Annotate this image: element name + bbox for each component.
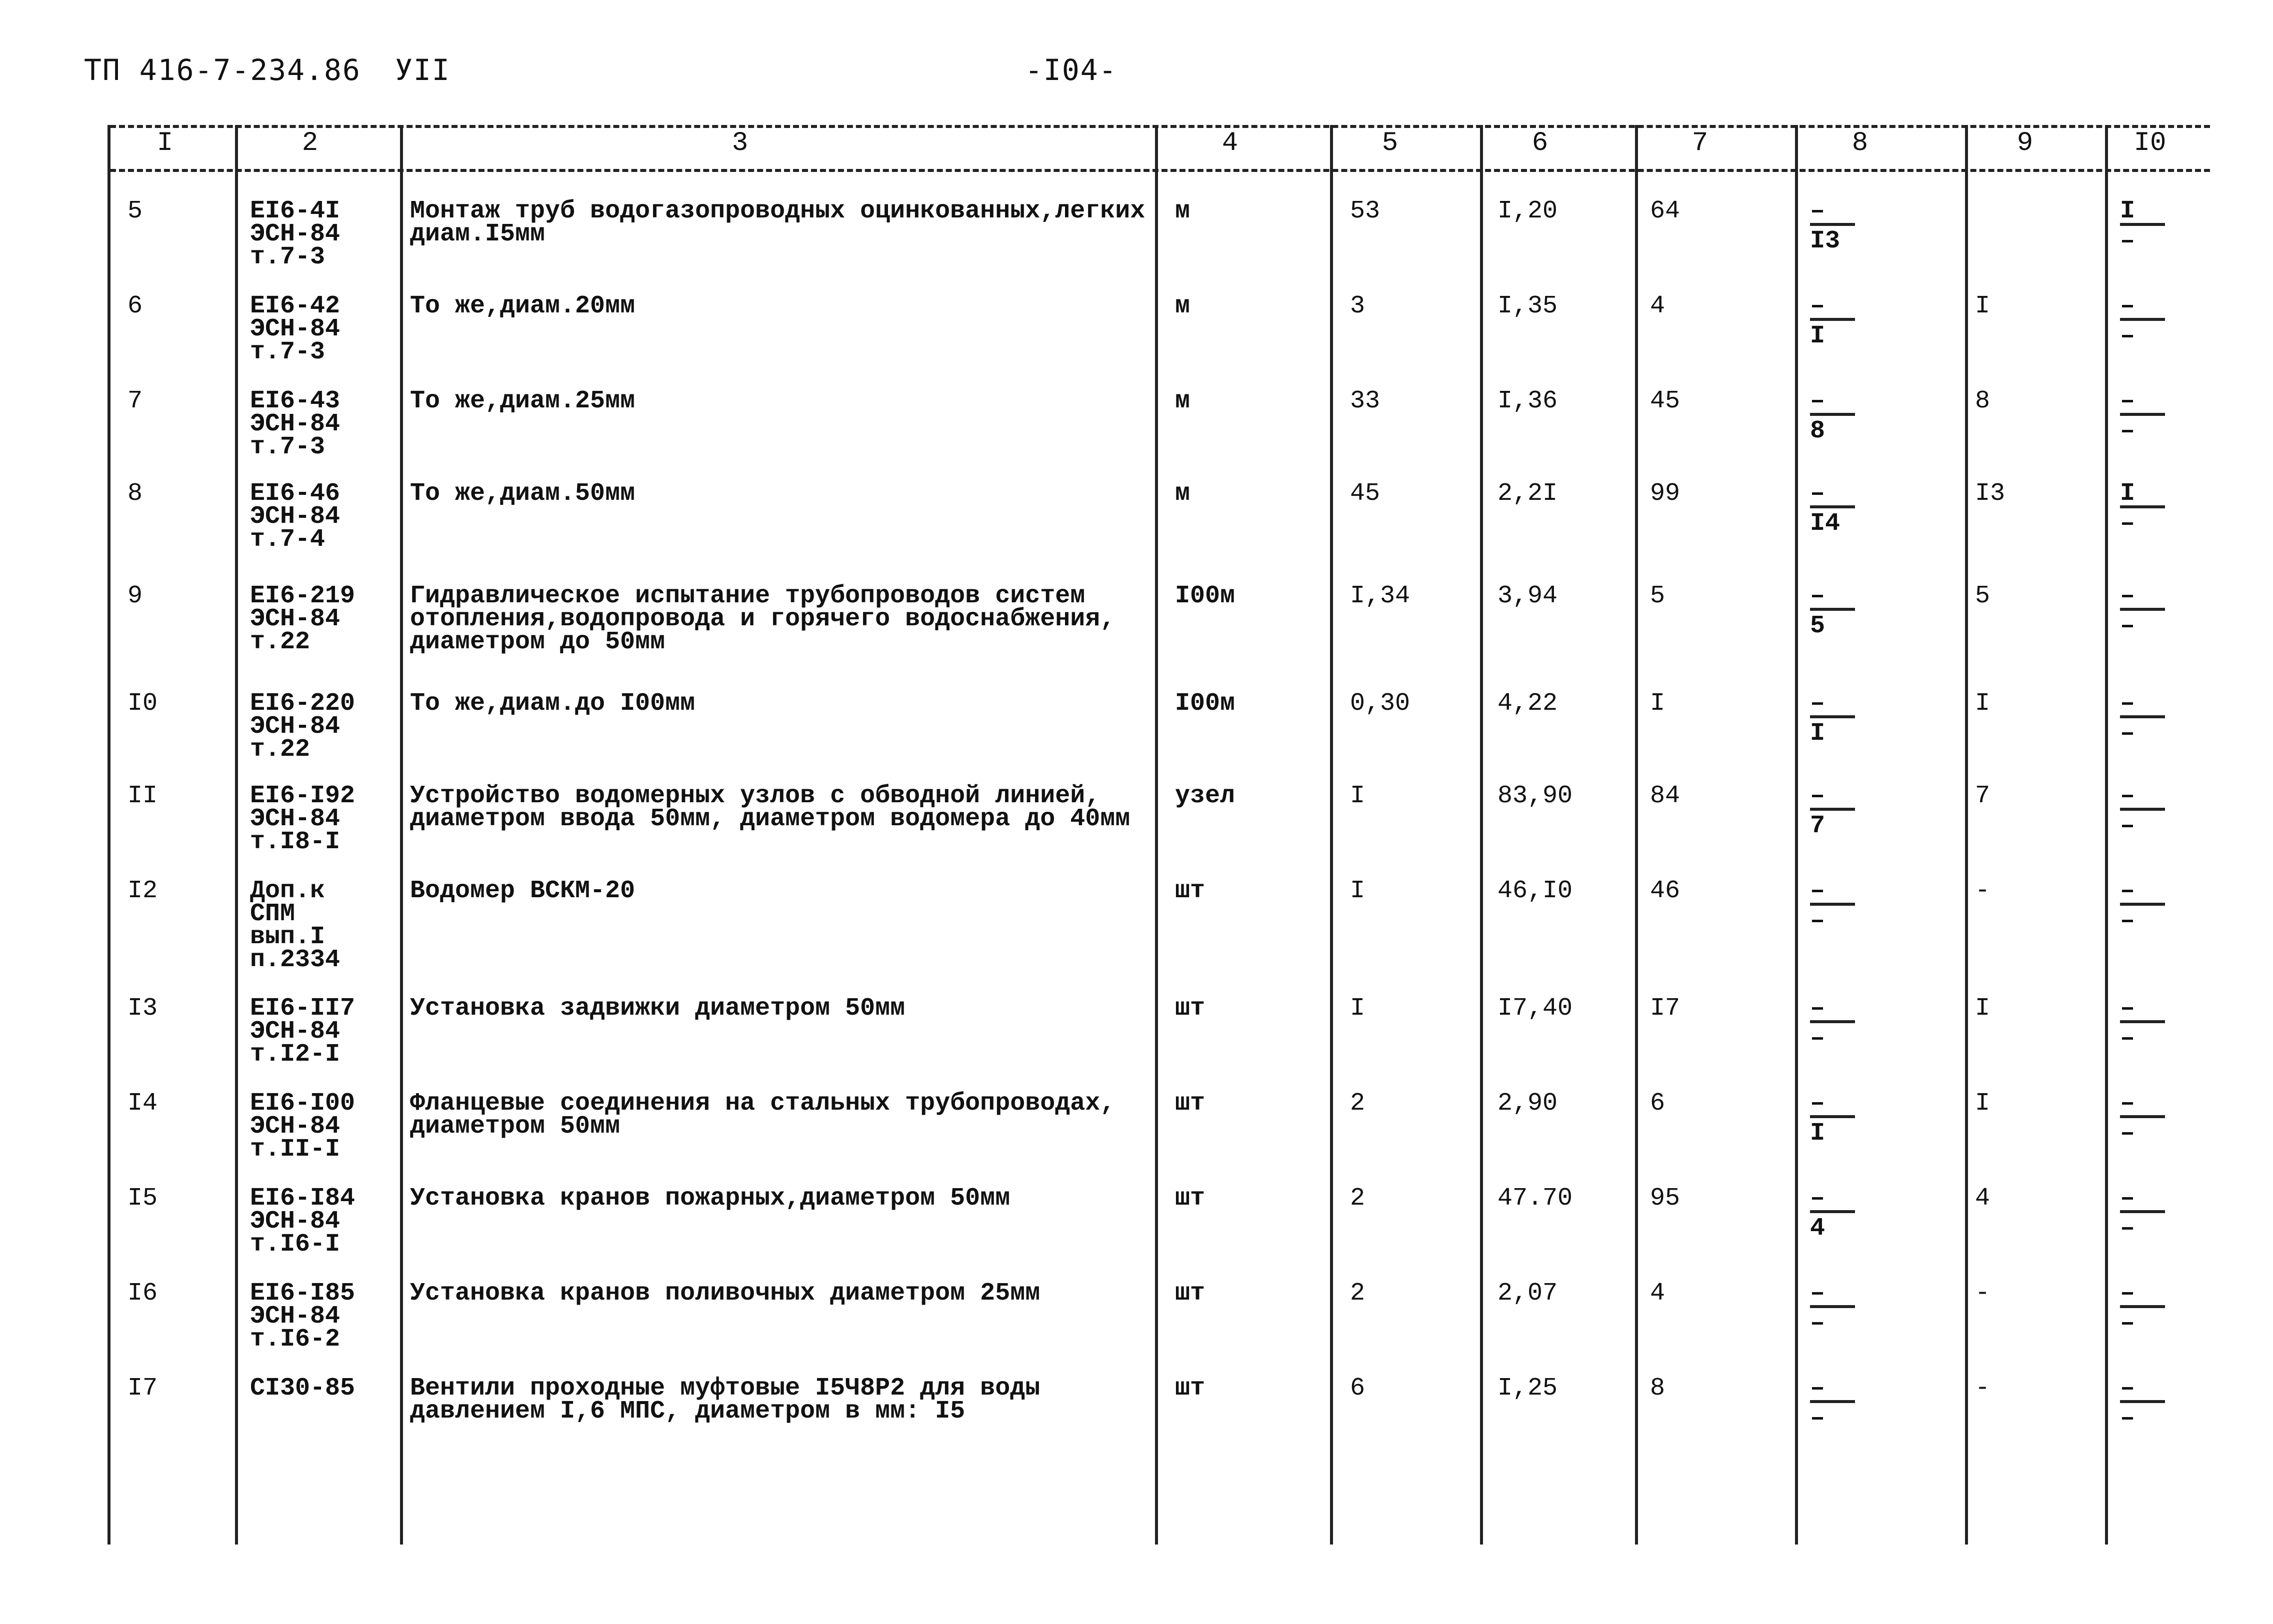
work-name: Вентили проходные муфтовые I5Ч8Р2 для воды давлением I,6 МПС, диаметром в мм: I5 [410,1374,1040,1426]
quantity: 6 [1350,1374,1366,1403]
column-9-value: I [1975,292,1990,320]
row-number: I3 [128,994,158,1023]
fraction-denominator: – [2120,612,2136,640]
norm-code: EI6-220 ЭСН-84 т.22 [250,689,356,764]
row-number: I5 [128,1184,158,1213]
fraction-numerator: – [2120,387,2136,415]
column-divider [108,125,110,1545]
fraction-numerator: – [2120,292,2136,320]
unit: шт [1175,1184,1206,1213]
page-number: -I04- [1025,53,1118,87]
unit-cost: I,20 [1498,197,1558,225]
unit-cost: I7,40 [1498,994,1573,1023]
column-9-value: - [1975,1279,1990,1308]
fraction-denominator: I4 [1810,509,1840,538]
norm-code: EI6-46 ЭСН-84 т.7-4 [250,479,340,554]
unit: узел [1175,782,1236,810]
fraction-denominator: 5 [1810,612,1826,640]
fraction-numerator: – [1810,582,1826,610]
column-8-fraction [1810,877,1865,935]
unit-cost: I,25 [1498,1374,1558,1403]
fraction-numerator: – [2120,782,2136,810]
fraction-denominator: – [2120,1024,2136,1053]
fraction-numerator: – [1810,689,1826,718]
fraction-denominator: 7 [1810,812,1826,840]
column-10-fraction [2120,1184,2175,1243]
quantity: I [1350,877,1366,905]
quantity: I [1350,994,1366,1023]
column-divider [2105,125,2108,1545]
norm-code: EI6-I84 ЭСН-84 т.I6-I [250,1184,356,1259]
column-divider [1965,125,1968,1545]
norm-code: EI6-4I ЭСН-84 т.7-3 [250,197,340,271]
column-divider [1155,125,1158,1545]
fraction-denominator: – [1810,1404,1826,1433]
column-10-fraction [2120,197,2175,255]
fraction-denominator: – [2120,812,2136,840]
fraction-numerator: – [1810,479,1826,508]
column-number: 3 [732,128,748,158]
column-8-fraction [1810,197,1865,255]
column-number: 5 [1382,128,1398,158]
norm-code: EI6-42 ЭСН-84 т.7-3 [250,292,340,366]
column-number: I [156,128,174,158]
row-number: 8 [128,479,143,508]
fraction-denominator: – [1810,1024,1826,1053]
total-cost: 99 [1650,479,1680,508]
fraction-denominator: – [2120,1119,2136,1148]
total-cost: 5 [1650,582,1666,610]
quantity: 53 [1350,197,1380,225]
fraction-denominator: – [2120,1309,2136,1338]
column-8-fraction [1810,387,1865,445]
norm-code: EI6-I85 ЭСН-84 т.I6-2 [250,1279,356,1354]
column-8-fraction [1810,1184,1865,1243]
total-cost: I [1650,689,1666,718]
fraction-denominator: – [2120,719,2136,748]
row-number: I2 [128,877,158,905]
fraction-numerator: – [2120,994,2136,1023]
norm-code: CI30-85 [250,1374,356,1403]
quantity: 2 [1350,1089,1366,1118]
column-10-fraction [2120,582,2175,640]
row-number: 6 [128,292,143,320]
unit: м [1175,479,1190,508]
fraction-numerator: – [2120,1089,2136,1118]
column-divider [1795,125,1798,1545]
fraction-numerator: – [1810,782,1826,810]
fraction-denominator: – [2120,1404,2136,1433]
unit: м [1175,197,1190,225]
column-9-value: 7 [1975,782,1990,810]
column-10-fraction [2120,1374,2175,1433]
column-divider [400,125,403,1545]
quantity: 3 [1350,292,1366,320]
fraction-numerator: – [1810,292,1826,320]
unit-cost: 2,90 [1498,1089,1558,1118]
column-number: 9 [2016,128,2034,158]
fraction-numerator: – [2120,877,2136,905]
unit: шт [1175,1089,1206,1118]
column-number: 8 [1852,128,1868,158]
column-9-value: - [1975,877,1990,905]
fraction-denominator: – [2120,322,2136,350]
fraction-numerator: – [1810,1089,1826,1118]
quantity: 2 [1350,1184,1366,1213]
column-10-fraction [2120,387,2175,445]
fraction-numerator: I [2120,197,2136,225]
row-number: I6 [128,1279,158,1308]
unit: шт [1175,994,1206,1023]
unit: м [1175,387,1190,415]
unit-cost: I,35 [1498,292,1558,320]
quantity: I [1350,782,1366,810]
fraction-denominator: – [2120,227,2136,255]
column-number: 7 [1692,128,1708,158]
norm-code: Доп.к СПМ вып.I п.2334 [250,877,340,974]
section-number: УII [395,53,450,87]
column-9-value: - [1975,1374,1990,1403]
table-header-border [110,169,2210,172]
fraction-denominator: I [1810,1119,1826,1148]
unit: I00м [1175,689,1236,718]
total-cost: 45 [1650,387,1680,415]
norm-code: EI6-219 ЭСН-84 т.22 [250,582,356,656]
column-10-fraction [2120,782,2175,840]
work-name: Гидравлическое испытание трубопроводов систем отопления,водопровода и горячего водоснабжения, диаметром до 50мм [410,582,1116,656]
unit: шт [1175,877,1206,905]
fraction-numerator: – [1810,877,1826,905]
column-8-fraction [1810,1374,1865,1433]
column-10-fraction [2120,1279,2175,1338]
fraction-denominator: 4 [1810,1214,1826,1243]
unit-cost: 47.70 [1498,1184,1573,1213]
work-name: То же,диам.20мм [410,292,636,320]
quantity: 0,30 [1350,689,1410,718]
column-8-fraction [1810,994,1865,1053]
unit-cost: I,36 [1498,387,1558,415]
total-cost: 6 [1650,1089,1666,1118]
column-10-fraction [2120,689,2175,748]
column-divider [1330,125,1333,1545]
work-name: Установка кранов пожарных,диаметром 50мм [410,1184,1010,1213]
row-number: I0 [128,689,158,718]
fraction-denominator: I3 [1810,227,1840,255]
fraction-numerator: – [2120,1279,2136,1308]
fraction-numerator: – [1810,1374,1826,1403]
total-cost: 4 [1650,1279,1666,1308]
total-cost: 8 [1650,1374,1666,1403]
column-9-value: 8 [1975,387,1990,415]
work-name: То же,диам.25мм [410,387,636,415]
fraction-numerator: – [1810,1184,1826,1213]
fraction-denominator: – [1810,1309,1826,1338]
quantity: 45 [1350,479,1380,508]
norm-code: EI6-43 ЭСН-84 т.7-3 [250,387,340,461]
column-10-fraction [2120,479,2175,538]
row-number: I7 [128,1374,158,1403]
column-9-value: I3 [1975,479,2006,508]
column-8-fraction [1810,782,1865,840]
total-cost: 4 [1650,292,1666,320]
row-number: II [128,782,158,810]
fraction-numerator: – [2120,1374,2136,1403]
column-number: 2 [302,128,318,158]
unit-cost: 2,2I [1498,479,1558,508]
fraction-denominator: I [1810,719,1826,748]
column-8-fraction [1810,689,1865,748]
column-9-value: I [1975,994,1990,1023]
work-name: Монтаж труб водогазопроводных оцинкованных,легких диам.I5мм [410,197,1146,248]
row-number: I4 [128,1089,158,1118]
row-number: 5 [128,197,143,225]
unit: шт [1175,1374,1206,1403]
unit-cost: 2,07 [1498,1279,1558,1308]
work-name: То же,диам.50мм [410,479,636,508]
column-10-fraction [2120,877,2175,935]
unit-cost: 3,94 [1498,582,1558,610]
fraction-denominator: – [2120,509,2136,538]
work-name: Установка кранов поливочных диаметром 25мм [410,1279,1040,1308]
fraction-numerator: – [1810,197,1826,225]
column-9-value: 5 [1975,582,1990,610]
document-code: ТП 416-7-234.86 [84,53,361,87]
fraction-denominator: I [1810,322,1826,350]
fraction-numerator: – [2120,582,2136,610]
column-10-fraction [2120,292,2175,350]
column-divider [1480,125,1483,1545]
column-9-value: 4 [1975,1184,1990,1213]
fraction-numerator: – [1810,994,1826,1023]
fraction-numerator: – [1810,387,1826,415]
unit: I00м [1175,582,1236,610]
total-cost: 84 [1650,782,1680,810]
norm-code: EI6-I00 ЭСН-84 т.II-I [250,1089,356,1164]
unit-cost: 46,I0 [1498,877,1573,905]
norm-code: EI6-II7 ЭСН-84 т.I2-I [250,994,356,1069]
column-number: I0 [2134,128,2166,158]
norm-code: EI6-I92 ЭСН-84 т.I8-I [250,782,356,856]
unit-cost: 83,90 [1498,782,1573,810]
fraction-numerator: – [2120,1184,2136,1213]
fraction-denominator: – [2120,417,2136,445]
column-8-fraction [1810,292,1865,350]
fraction-numerator: – [2120,689,2136,718]
quantity: 2 [1350,1279,1366,1308]
work-name: Фланцевые соединения на стальных трубопроводах, диаметром 50мм [410,1089,1116,1141]
total-cost: 95 [1650,1184,1680,1213]
work-name: Устройство водомерных узлов с обводной линией, диаметром ввода 50мм, диаметром водомера до 40мм [410,782,1130,833]
column-9-value: I [1975,689,1990,718]
fraction-numerator: I [2120,479,2136,508]
quantity: 33 [1350,387,1380,415]
fraction-denominator: 8 [1810,417,1826,445]
unit: м [1175,292,1190,320]
column-10-fraction [2120,1089,2175,1148]
total-cost: 64 [1650,197,1680,225]
work-name: Водомер ВСКМ-20 [410,877,636,905]
column-10-fraction [2120,994,2175,1053]
row-number: 7 [128,387,143,415]
fraction-numerator: – [1810,1279,1826,1308]
work-name: Установка задвижки диаметром 50мм [410,994,906,1023]
column-8-fraction [1810,1279,1865,1338]
row-number: 9 [128,582,143,610]
column-8-fraction [1810,582,1865,640]
fraction-denominator: – [2120,907,2136,935]
work-name: То же,диам.до I00мм [410,689,696,718]
column-number: 4 [1222,128,1238,158]
column-8-fraction [1810,479,1865,538]
fraction-denominator: – [1810,907,1826,935]
total-cost: I7 [1650,994,1680,1023]
unit-cost: 4,22 [1498,689,1558,718]
column-8-fraction [1810,1089,1865,1148]
column-number: 6 [1532,128,1548,158]
column-9-value: I [1975,1089,1990,1118]
quantity: I,34 [1350,582,1410,610]
column-divider [235,125,238,1545]
column-divider [1635,125,1638,1545]
fraction-denominator: – [2120,1214,2136,1243]
unit: шт [1175,1279,1206,1308]
total-cost: 46 [1650,877,1680,905]
